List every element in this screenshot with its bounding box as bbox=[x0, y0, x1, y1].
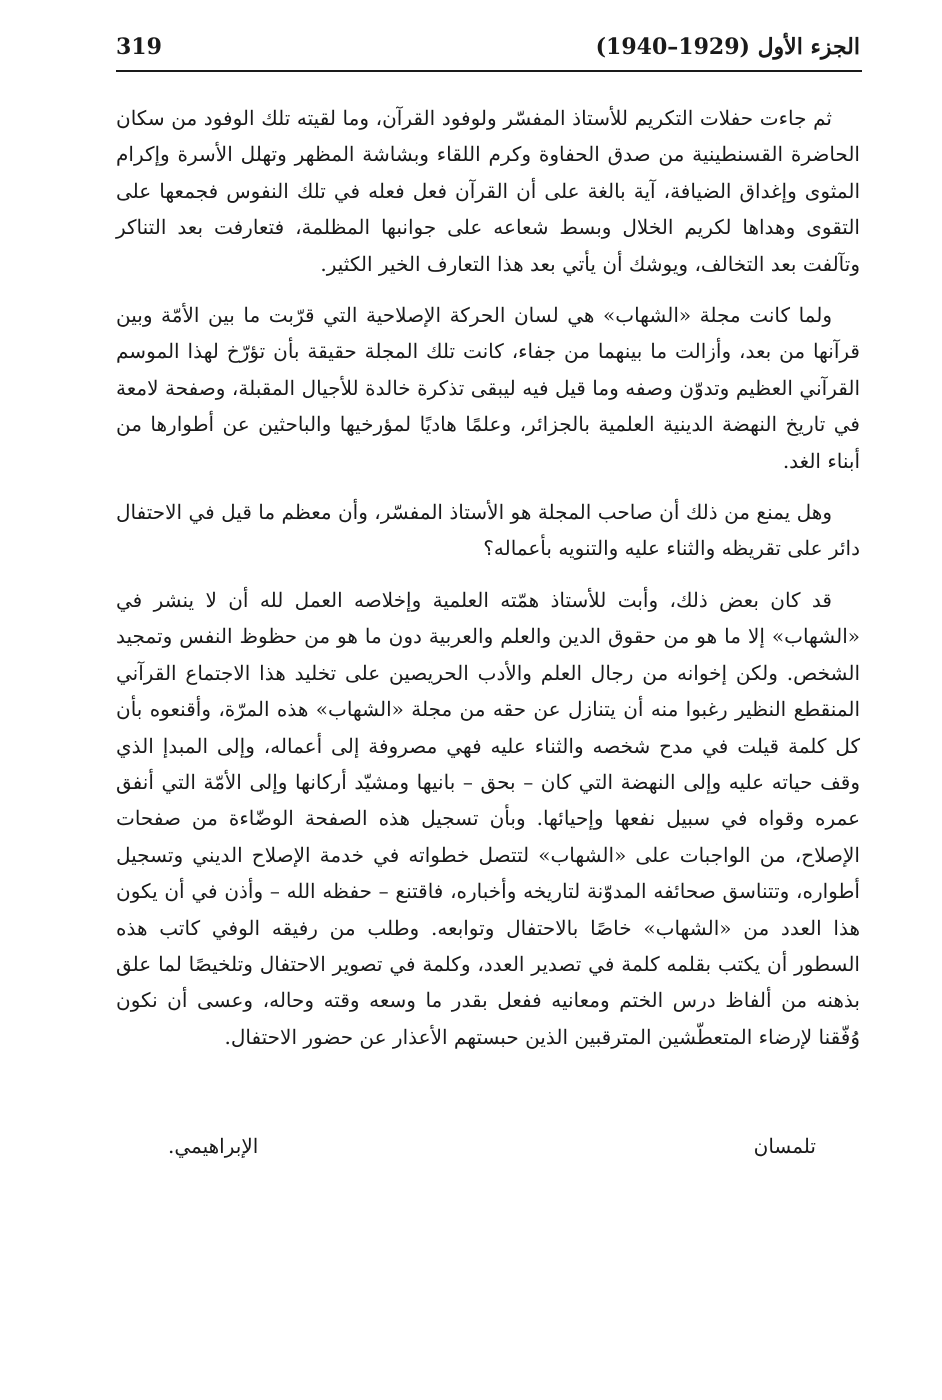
paragraph: ثم جاءت حفلات التكريم للأستاذ المفسّر ولوفود القرآن، وما لقيته تلك الوفود من سكان الحاضرة القسنطينية من صدق الحفاوة وكرم اللقاء وبشاشة المظهر وتهلل الأسرة وإكرام المثوى وإغداق الضيافة، آية بالغة على أن القرآن فعل فعله في تلك النفوس فجمعها على التقوى وهداها لكريم الخلال وبسط شعاعه على جوانبها المظلمة، فتعارفت بعد التناكر وتآلفت بعد التخالف، ويوشك أن يأتي بعد هذا التعارف الخير الكثير. bbox=[116, 106, 860, 276]
signature-place: تلمسان bbox=[753, 1134, 816, 1158]
paragraph: ولما كانت مجلة «الشهاب» هي لسان الحركة الإصلاحية التي قرّبت ما بين الأمّة وبين قرآنها من بعد، وأزالت ما بينهما من جفاء، كانت تلك المجلة حقيقة بأن تؤرّخ لهذا الموسم القرآني العظيم وتدوّن وصفه وما قيل فيه ليبقى تذكرة خالدة للأجيال المقبلة، وصفحة لامعة في تاريخ النهضة الدينية العلمية بالجزائر، وعلمًا هاديًا لمؤرخيها والباحثين عن أطوارها من أبناء الغد. bbox=[116, 303, 860, 473]
signature-author: الإبراهيمي. bbox=[168, 1134, 259, 1158]
paragraph: قد كان بعض ذلك، وأبت للأستاذ همّته العلمية وإخلاصه العمل لله أن لا ينشر في «الشهاب» إلا ما هو من حقوق الدين والعلم والعربية دون ما هو من حظوظ النفس وتمجيد الشخص. ولكن إخوانه من رجال العلم والأدب الحريصين على تخليد هذا الاجتماع القرآني المنقطع النظير رغبوا منه أن يتنازل عن حقه من مجلة «الشهاب» هذه المرّة، وأقنعوه بأن كل كلمة قيلت في مدح شخصه والثناء عليه فهي مصروفة إلى أعماله، وإلى المبدإ الذي وقف حياته عليه وإلى النهضة التي كان – بحق – بانيها ومشيّد أركانها وإلى الأمّة التي أنفق عمره وقواه في سبيل نفعها وإحيائها. وبأن تسجيل هذه الصفحة الوضّاءة من صفحات الإصلاح، من الواجبات على «الشهاب» لتتصل خطواته في خدمة الإصلاح الديني وتسجيل أطواره، وتتناسق صحائفه المدوّنة لتاريخه وأخباره، فاقتنع – حفظه الله – وأذن في أن يكون هذا العدد من «الشهاب» خاصًا بالاحتفال وتوابعه. وطلب من رفيقه الوفي كاتب هذه السطور أن يكتب بقلمه كلمة في تصدير العدد، وكلمة في تصوير الاحتفال وتلخيصًا لما علق بذهنه من ألفاظ درس الختم ومعانيه ففعل بقدر ما وسعه وقته وحاله، وعسى أن نكون وُفّقنا لإرضاء المتعطّشين المترقبين الذين حبستهم الأعذار عن حضور الاحتفال. bbox=[116, 587, 860, 1049]
paragraph: وهل يمنع من ذلك أن صاحب المجلة هو الأستاذ المفسّر، وأن معظم ما قيل في الاحتفال دائر على تقريظه والثناء عليه والتنويه بأعماله؟ bbox=[116, 500, 860, 561]
body-text bbox=[116, 100, 860, 1070]
header-rule bbox=[116, 70, 862, 72]
running-title: الجزء الأول (1929–1940) bbox=[595, 34, 860, 60]
signature-row bbox=[116, 1134, 860, 1170]
page-header bbox=[116, 26, 860, 66]
page-number: 319 bbox=[116, 34, 162, 60]
